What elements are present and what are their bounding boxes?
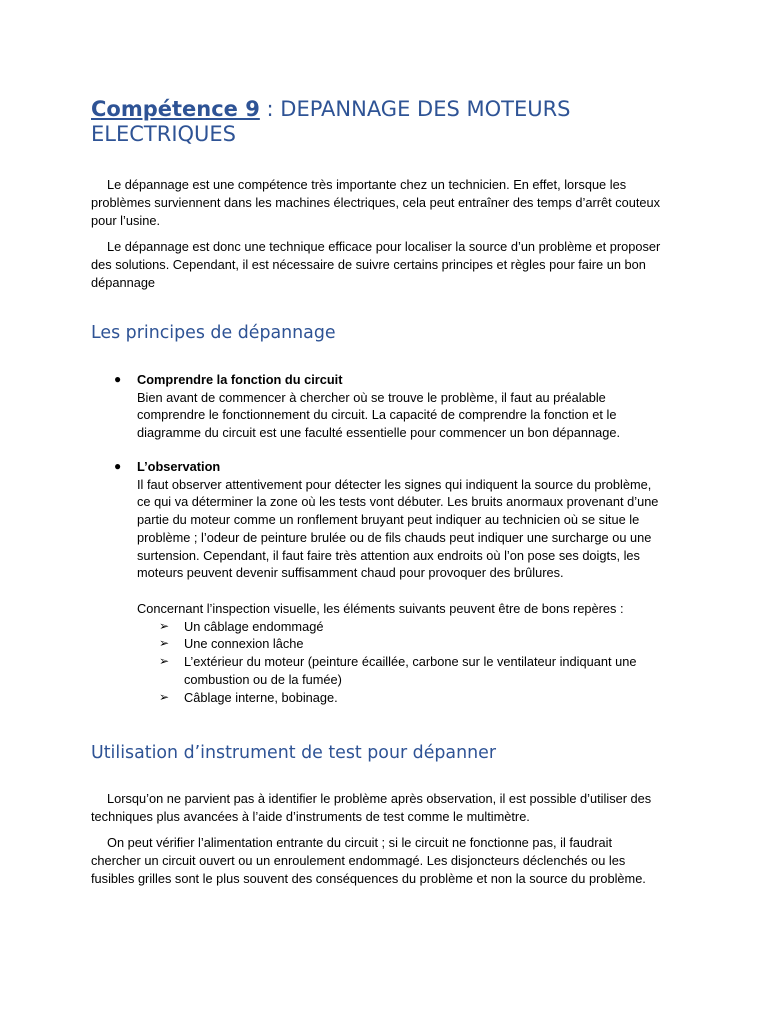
- text-line: Il faut observer attentivement pour détecter les signes qui indiquent la source du problème,: [137, 476, 652, 492]
- text-line: Un câblage endommagé: [184, 618, 324, 634]
- arrow-bullet-icon: ➢: [159, 618, 170, 633]
- text-line: L’extérieur du moteur (peinture écaillée, carbone sur le ventilateur indiquant une: [184, 654, 637, 670]
- text-line: dépannage: [91, 275, 156, 290]
- text-line: Lorsqu’on ne parvient pas à identifier le problème après observation, il est possible d’utiliser des: [107, 791, 652, 806]
- intro-paragraph-1: [91, 176, 681, 230]
- section-heading-test-instruments: Utilisation d’instrument de test pour dépanner: [91, 743, 496, 763]
- list-item: [137, 689, 677, 707]
- text-line: partie du moteur comme un ronflement bruyant peut indiquer au technicien où se situe le: [137, 512, 640, 528]
- text-line: comprendre le fonctionnement du circuit. La capacité de comprendre la fonction et le: [137, 407, 617, 423]
- document-title: [91, 97, 651, 147]
- bullet-dot-icon: ●: [114, 459, 122, 473]
- section2-paragraph-2: [91, 834, 681, 888]
- arrow-bullet-icon: ➢: [159, 689, 170, 704]
- text-line: combustion ou de la fumée): [184, 671, 342, 687]
- text-line: Le dépannage est donc une technique efficace pour localiser la source d’un problème et proposer: [107, 239, 661, 254]
- text-line: diagramme du circuit est une faculté essentielle pour commencer un bon dépannage.: [137, 425, 621, 441]
- intro-paragraph-2: [91, 238, 681, 292]
- bullet-title: Comprendre la fonction du circuit: [137, 372, 343, 387]
- text-line: des solutions. Cependant, il est nécessaire de suivre certains principes et règles pour faire un bon: [91, 257, 646, 272]
- inspection-intro: Concernant l’inspection visuelle, les éléments suivants peuvent être de bons repères :: [137, 601, 624, 616]
- text-line: Le dépannage est une compétence très importante chez un technicien. En effet, lorsque les: [107, 177, 627, 192]
- list-item: [137, 618, 677, 636]
- arrow-bullet-icon: ➢: [159, 654, 170, 669]
- text-line: problème ; l’odeur de peinture brulée ou de fils chauds peut indiquer une surcharge ou une: [137, 529, 652, 545]
- arrow-bullet-icon: ➢: [159, 636, 170, 651]
- text-line: problèmes surviennent dans les machines électriques, cela peut entraîner des temps d’arrêt couteux: [91, 195, 661, 210]
- text-line: On peut vérifier l’alimentation entrante du circuit ; si le circuit ne fonctionne pas, il faudrait: [107, 835, 613, 850]
- title-line2: ELECTRIQUES: [91, 122, 237, 146]
- bullet-item: [114, 371, 677, 442]
- text-line: pour l’usine.: [91, 213, 161, 228]
- text-line: chercher un circuit ouvert ou un enroulement endommagé. Les disjoncteurs déclenchés ou les: [91, 853, 626, 868]
- bullet-item: [114, 458, 677, 582]
- text-line: ce qui va déterminer la zone où les tests vont débuter. Les bruits anormaux provenant d’une: [137, 494, 659, 510]
- title-rest: : DEPANNAGE DES MOTEURS: [259, 97, 571, 121]
- list-item: [137, 635, 677, 653]
- bullet-dot-icon: ●: [114, 372, 122, 386]
- inspection-list: [137, 600, 677, 706]
- bullet-title: L’observation: [137, 459, 221, 474]
- text-line: moteurs peuvent devenir suffisamment chaud pour provoquer des brûlures.: [137, 565, 564, 581]
- text-line: Une connexion lâche: [184, 636, 304, 652]
- section2-paragraph-1: [91, 790, 681, 826]
- section-heading-principles: Les principes de dépannage: [91, 323, 336, 343]
- text-line: Bien avant de commencer à chercher où se trouve le problème, il faut au préalable: [137, 389, 606, 405]
- text-line: surtension. Cependant, il faut faire très attention aux endroits où l’on pose ses doigts, les: [137, 547, 640, 563]
- title-lead: Compétence 9: [91, 97, 260, 121]
- text-line: Câblage interne, bobinage.: [184, 689, 338, 705]
- text-line: techniques plus avancées à l’aide d’instruments de test comme le multimètre.: [91, 809, 530, 824]
- text-line: fusibles grilles sont le plus souvent des conséquences du problème et non la source du problème.: [91, 871, 646, 886]
- list-item: [137, 653, 677, 688]
